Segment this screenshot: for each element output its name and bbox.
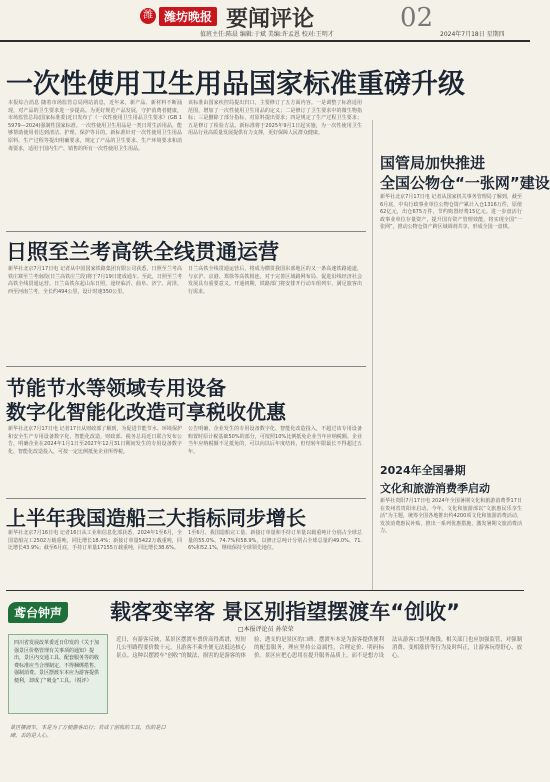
column-tag: 鸢台钟声 — [8, 602, 68, 623]
paper-name: 潍坊晚报 — [159, 7, 217, 26]
headline-railway: 日照至兰考高铁全线贯通运营 — [6, 240, 279, 264]
footer-quote: 景区摆渡车，本是为了方便游客出行；若成了创收的工具，伤的是口碑，丢的是人心。 — [10, 725, 166, 739]
article-body: 新华社北京7月17日电 记者从国家机关事务管理局了解到，截至6月底，中央行政事业单位公物仓资产累计入仓1316万件，原值62亿元，出仓675万件，节约购置经费15亿元。进一步盘活行政事业单位存量资产，提升国有资产管理效能，将实现全国“一张网”，推动公物仓资产跨区域调剂共享，形成全国一盘棋。 — [380, 194, 522, 231]
issue-date: 2024年7月18日 星期四 — [440, 31, 505, 38]
article-body-right: 公告明确，企业发生的专用设备数字化、智能化改造投入，不超过该专用设备购置时原计税基础50%的部分，可按照10%比例抵免企业当年应纳税额。企业当年应纳税额不足抵免的，可以向以后年度结转，但结转年限最长不得超过五年。 — [188, 426, 362, 455]
headline-public-warehouse-line1: 国管局加快推进 — [380, 154, 486, 172]
section-title: 要闻评论 — [226, 6, 315, 32]
divider — [6, 498, 366, 499]
article-body-right: 日兰高铁全线贯通运营后，将成为横贯我国东部地区的又一条高速铁路通道，与京沪、京港、郑徐等高铁相连，对于完善区域路网布局、促进沿线经济社会发展具有重要意义。开通初期，铁路部门将安排开行动车组列车，满足旅客出行需求。 — [188, 266, 362, 295]
masthead — [0, 0, 530, 42]
headline-shipbuilding: 上半年我国造船三大指标同步增长 — [6, 506, 306, 530]
column-logo — [8, 596, 88, 630]
page-number: 02 — [400, 3, 434, 33]
headline-summer-tourism-line1: 2024年全国暑期 — [380, 464, 466, 477]
article-body-right: 该标准由国家疾控局提出归口，主要修订了五方面内容。一是调整了标准适用范围，增加了一次性使用卫生用品的定义；二是修订了卫生要求中的微生物指标；三是删除了部分指标，对原料提出要求；四是规定了生产过程卫生要求；五是修订了检验方法。新标准将于2025年9月1日起实施，为一次性使用卫生用品行业高质量发展提供有力支撑，更好保障人民群众健康。 — [188, 100, 362, 137]
headline-summer-tourism-line2: 文化和旅游消费季启动 — [380, 482, 490, 495]
article-body-left: 新华社北京7月17日电 记者17日从财政部了解到，为促进节能节水、环境保护和安全生产专用设备数字化、智能化改造，财政部、税务总局近日联合发布公告，明确企业在2024年1月1日至2027年12月31日期间发生的专用设备数字化、智能化改造投入，可按一定比例抵免企业所得税。 — [8, 426, 182, 455]
paper-logo — [140, 6, 217, 26]
headline-tax-line1: 节能节水等领域专用设备 — [6, 376, 226, 400]
article-body-right: 1至6月，我国造船完工量、新接订单量和手持订单量以载重吨计分别占全球总量的55.0%、74.7%和58.9%，以修正总吨计分别占全球总量的49.0%、71.6%和52.1%，继续保持全球领先地位。 — [188, 530, 362, 552]
article-body-left: 本报综合消息 随着市场监管总局网站消息，近年来，新产品、新材料不断涌现，对产品的卫生要求进一步提高。为更好规范产品发展，守护消费者健康，市场监管总局(国家标准委)近日发布了《一次性使用卫生用品卫生要求》(GB 15979—2024)强制性国家标准。一次性使用卫生用品是一类日常生活用品，能够帮助使用者达到清洁、护理、保护等目的。新标准针对一次性使用卫生用品原料、生产过程等提出明确要求，规定了产品的卫生要求、生产环境要求和消毒要求，适用于国内生产、销售的所有一次性使用卫生用品。 — [8, 100, 182, 152]
byline: □本报评论员 孙荣荣 — [238, 626, 294, 633]
divider — [6, 590, 524, 591]
divider — [6, 366, 366, 367]
article-body-left: 新华社北京7月17日电 记者从中国国家铁路集团有限公司获悉，日照至兰考高铁庄寨至兰考南段(日兰高铁庄兰段)将于7月19日建成通车。至此，日照至兰考高铁全线贯通运营。日兰高铁东起山东日照，途经临沂、曲阜、济宁、菏泽，西至河南兰考，全长约494公里，设计时速350公里。 — [8, 266, 182, 295]
headline-tax-line2: 数字化智能化改造可享税收优惠 — [6, 400, 286, 424]
headline-public-warehouse-line2: 全国公物仓“一张网”建设 — [380, 174, 550, 192]
article-body: 新华社贵阳7月17日电 2024年全国暑期文化和旅游消费季17日在贵州省贵阳市启动。今年，文化和旅游部以“文旅惠民乐享生活”为主题，统筹全国各地推出约4200项文化和旅游消费活动，发放消费惠民补贴，推出一系列优惠措施，激发暑期文旅消费活力。 — [380, 498, 522, 535]
column-box: 四川省发展改革委近日印发的《关于加强景区价格管理有关事项的通知》提出，景区内交通工具、配套服务等的收费标准应当合理制定，不得捆绑搭售、强制消费。景区摆渡车本应为游客提供便利，却成了“吸金”工具。（锐评） — [8, 634, 108, 714]
column-divider — [372, 120, 373, 590]
headline-commentary: 载客变宰客 景区别指望摆渡车“创收” — [110, 600, 460, 624]
article-body-left: 新华社北京7月16日电 记者16日从工业和信息化部获悉，2024年1至6月，全国造船完工2502万载重吨，同比增长18.4%；新接订单量5422万载重吨，同比增长43.9%；截至6月底，手持订单量17155万载重吨，同比增长38.6%。 — [8, 530, 182, 552]
editor-credits: 值班主任:陈晨 编辑:于斌 美编:许孟恩 校对:王明才 — [200, 31, 334, 38]
commentary-body: 近日，有游客反映，某景区摆渡车票价高得离谱，短短几公里路程要价数十元，且游客不乘坐便无法抵达核心景点。这种以摆渡车“创收”的做法，损害的是游客的体验，透支的是景区的口碑。摆渡车本是为游客提供便利的配套服务，理应坚持公益属性，合理定价、明码标价。景区应把心思用在提升服务品质上，而不是想方设法从游客口袋里掏钱。相关部门也应加强监管，对强制消费、变相涨价等行为及时纠正，让游客玩得舒心、放心。 — [116, 637, 522, 660]
logo-seal-icon: 潍 — [140, 8, 156, 24]
divider — [6, 231, 366, 232]
headline-hygiene-standard: 一次性使用卫生用品国家标准重磅升级 — [6, 69, 465, 100]
